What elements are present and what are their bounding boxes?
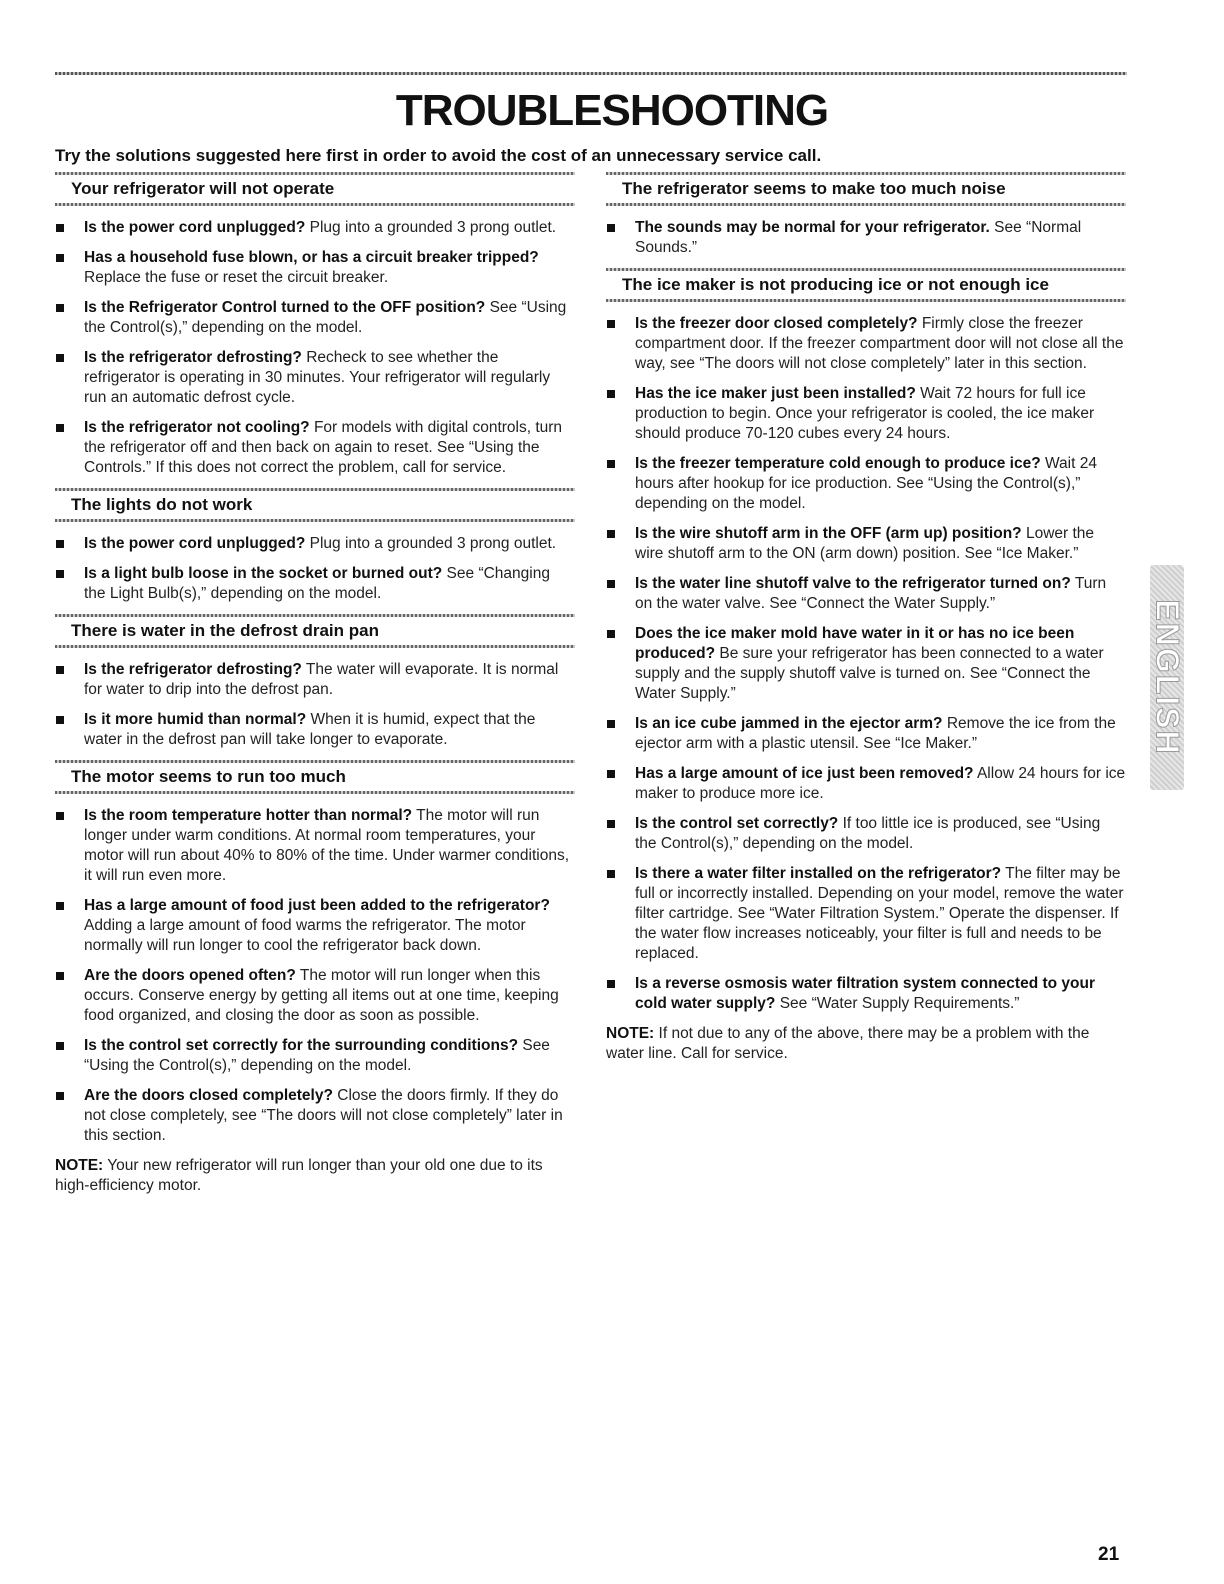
answer-text: Allow 24 hours for ice maker to produce more ice.	[635, 765, 1126, 802]
answer-text: Plug into a grounded 3 prong outlet.	[305, 219, 557, 236]
section-heading: The motor seems to run too much	[71, 767, 346, 786]
list-item	[55, 1036, 575, 1076]
list-item	[55, 896, 575, 956]
list-item	[55, 1086, 575, 1146]
question-list	[55, 534, 575, 604]
intro-text: Try the solutions suggested here first in order to avoid the cost of an unnecessary service call.	[55, 146, 822, 165]
square-bullet-icon	[607, 770, 615, 778]
list-item	[55, 564, 575, 604]
note	[606, 1024, 1126, 1064]
square-bullet-icon	[607, 720, 615, 728]
square-bullet-icon	[56, 570, 64, 578]
question-text: Has a large amount of food just been added to the refrigerator?	[84, 897, 550, 914]
answer-text: See “Water Supply Requirements.”	[775, 995, 1020, 1012]
question-text: Is the refrigerator defrosting?	[84, 661, 302, 678]
question-text: Is the wire shutoff arm in the OFF (arm up) position?	[635, 525, 1022, 542]
question-list	[606, 314, 1126, 1014]
answer-text: Adding a large amount of food warms the refrigerator. The motor normally will run longer to cool the refrigerator back down.	[84, 917, 526, 954]
answer-text: See “Using the Control(s),” depending on the model.	[84, 1037, 550, 1074]
square-bullet-icon	[56, 1092, 64, 1100]
list-item	[55, 418, 575, 478]
question-text: Is the control set correctly for the surrounding conditions?	[84, 1037, 519, 1054]
section-rule-bottom	[55, 791, 575, 794]
section-there-is-water-in-the-defrost-drain-pan	[55, 614, 575, 750]
question-text: Is a reverse osmosis water filtration system connected to your cold water supply?	[635, 975, 1095, 1012]
list-item	[606, 864, 1126, 964]
answer-text: Replace the fuse or reset the circuit breaker.	[84, 269, 389, 286]
note-label: NOTE:	[55, 1157, 104, 1174]
note	[55, 1156, 575, 1196]
language-side-label: ENGLISH	[1149, 599, 1186, 756]
page-number: 21	[1098, 1544, 1120, 1565]
square-bullet-icon	[56, 354, 64, 362]
answer-text: Be sure your refrigerator has been connected to a water supply and the supply shutoff valve is turned on. See “Connect the Water Supply.”	[635, 645, 1104, 702]
question-text: Has the ice maker just been installed?	[635, 385, 916, 402]
square-bullet-icon	[607, 870, 615, 878]
question-list	[55, 218, 575, 478]
answer-text: Remove the ice from the ejector arm with a plastic utensil. See “Ice Maker.”	[635, 715, 1116, 752]
list-item	[606, 974, 1126, 1014]
answer-text: The motor will run longer when this occurs. Conserve energy by getting all items out at one time, keeping food organized, and closing the door as soon as possible.	[84, 967, 559, 1024]
section-heading: There is water in the defrost drain pan	[71, 621, 379, 640]
question-text: Is a light bulb loose in the socket or burned out?	[84, 565, 443, 582]
right-column	[606, 172, 1126, 1072]
section-the-motor-seems-to-run-too-much	[55, 760, 575, 1196]
section-rule-bottom	[606, 299, 1126, 302]
square-bullet-icon	[607, 980, 615, 988]
left-column	[55, 172, 575, 1204]
answer-text: Turn on the water valve. See “Connect the Water Supply.”	[635, 575, 1107, 612]
list-item	[606, 814, 1126, 854]
note-text: If not due to any of the above, there may be a problem with the water line. Call for service.	[606, 1025, 1090, 1062]
answer-text: See “Changing the Light Bulb(s),” depending on the model.	[84, 565, 550, 602]
page-title: TROUBLESHOOTING	[395, 86, 829, 135]
list-item	[606, 218, 1126, 258]
answer-text: The water will evaporate. It is normal for water to drip into the defrost pan.	[84, 661, 559, 698]
question-text: Is the refrigerator not cooling?	[84, 419, 310, 436]
question-list	[606, 218, 1126, 258]
answer-text: Lower the wire shutoff arm to the ON (arm down) position. See “Ice Maker.”	[635, 525, 1095, 562]
answer-text: Wait 24 hours after hookup for ice production. See “Using the Control(s),” depending on the model.	[635, 455, 1097, 512]
list-item	[606, 714, 1126, 754]
list-item	[55, 248, 575, 288]
square-bullet-icon	[56, 812, 64, 820]
square-bullet-icon	[56, 972, 64, 980]
section-rule-bottom	[55, 203, 575, 206]
section-the-ice-maker-is-not-producing-ice-or-not-enough-ice	[606, 268, 1126, 1064]
section-heading: The ice maker is not producing ice or not enough ice	[622, 275, 1049, 294]
question-text: Is the refrigerator defrosting?	[84, 349, 302, 366]
square-bullet-icon	[56, 716, 64, 724]
square-bullet-icon	[56, 666, 64, 674]
answer-text: When it is humid, expect that the water in the defrost pan will take longer to evaporate.	[84, 711, 536, 748]
list-item	[55, 218, 575, 238]
note-text: Your new refrigerator will run longer than your old one due to its high-efficiency motor.	[55, 1157, 543, 1194]
square-bullet-icon	[56, 304, 64, 312]
square-bullet-icon	[607, 390, 615, 398]
list-item	[55, 298, 575, 338]
square-bullet-icon	[607, 630, 615, 638]
question-text: Is the power cord unplugged?	[84, 535, 306, 552]
section-your-refrigerator-will-not-operate	[55, 172, 575, 478]
square-bullet-icon	[607, 224, 615, 232]
section-rule-bottom	[606, 203, 1126, 206]
question-text: Is it more humid than normal?	[84, 711, 307, 728]
question-text: Are the doors closed completely?	[84, 1087, 333, 1104]
list-item	[606, 624, 1126, 704]
section-heading: The lights do not work	[71, 495, 253, 514]
square-bullet-icon	[607, 460, 615, 468]
question-text: Are the doors opened often?	[84, 967, 296, 984]
square-bullet-icon	[607, 820, 615, 828]
list-item	[606, 524, 1126, 564]
answer-text: Wait 72 hours for full ice production to begin. Once your refrigerator is cooled, the ice maker should produce 70-120 cubes every 24 hours.	[635, 385, 1095, 442]
list-item	[55, 660, 575, 700]
question-list	[55, 806, 575, 1146]
answer-text: The filter may be full or incorrectly installed. Depending on your model, remove the water filter cartridge. See “Water Filtration System.” Operate the dispenser. If the water flow increases noticeably, your filter is full and needs to be replaced.	[635, 865, 1124, 962]
square-bullet-icon	[56, 902, 64, 910]
list-item	[55, 966, 575, 1026]
answer-text: See “Using the Control(s),” depending on the model.	[84, 299, 567, 336]
section-the-refrigerator-seems-to-make-too-much-noise	[606, 172, 1126, 258]
list-item	[606, 574, 1126, 614]
question-text: Does the ice maker mold have water in it or has no ice been produced?	[635, 625, 1075, 662]
list-item	[55, 710, 575, 750]
question-text: The sounds may be normal for your refrigerator.	[635, 219, 990, 236]
list-item	[606, 384, 1126, 444]
answer-text: Firmly close the freezer compartment door. If the freezer compartment door will not close all the way, see “The doors will not close completely” later in this section.	[635, 315, 1124, 372]
list-item	[55, 348, 575, 408]
question-text: Is there a water filter installed on the refrigerator?	[635, 865, 1002, 882]
note-label: NOTE:	[606, 1025, 655, 1042]
list-item	[606, 764, 1126, 804]
section-heading: The refrigerator seems to make too much noise	[622, 179, 1006, 198]
question-list	[55, 660, 575, 750]
list-item	[606, 314, 1126, 374]
question-text: Is the Refrigerator Control turned to the OFF position?	[84, 299, 486, 316]
section-rule-bottom	[55, 645, 575, 648]
square-bullet-icon	[56, 254, 64, 262]
square-bullet-icon	[56, 540, 64, 548]
question-text: Is the room temperature hotter than normal?	[84, 807, 413, 824]
section-heading: Your refrigerator will not operate	[71, 179, 335, 198]
answer-text: If too little ice is produced, see “Using the Control(s),” depending on the model.	[635, 815, 1101, 852]
answer-text: For models with digital controls, turn the refrigerator off and then back on again to reset. See “Using the Controls.” If this does not correct the problem, call for service.	[84, 419, 563, 476]
section-rule-bottom	[55, 519, 575, 522]
answer-text: The motor will run longer under warm conditions. At normal room temperatures, your motor will run about 40% to 80% of the time. Under warmer conditions, it will run even more.	[84, 807, 570, 884]
list-item	[55, 806, 575, 886]
square-bullet-icon	[56, 424, 64, 432]
section-the-lights-do-not-work	[55, 488, 575, 604]
square-bullet-icon	[56, 1042, 64, 1050]
answer-text: Recheck to see whether the refrigerator is operating in 30 minutes. Your refrigerator will regularly run an automatic defrost cycle.	[84, 349, 551, 406]
square-bullet-icon	[607, 580, 615, 588]
question-text: Is the freezer temperature cold enough to produce ice?	[635, 455, 1041, 472]
question-text: Is the freezer door closed completely?	[635, 315, 918, 332]
top-rule	[55, 72, 1127, 75]
question-text: Has a large amount of ice just been removed?	[635, 765, 974, 782]
answer-text: Close the doors firmly. If they do not close completely, see “The doors will not close completely” later in this section.	[84, 1087, 563, 1144]
question-text: Is the water line shutoff valve to the refrigerator turned on?	[635, 575, 1071, 592]
square-bullet-icon	[56, 224, 64, 232]
question-text: Is the control set correctly?	[635, 815, 839, 832]
list-item	[55, 534, 575, 554]
list-item	[606, 454, 1126, 514]
question-text: Has a household fuse blown, or has a circuit breaker tripped?	[84, 249, 539, 266]
square-bullet-icon	[607, 320, 615, 328]
answer-text: Plug into a grounded 3 prong outlet.	[305, 535, 557, 552]
question-text: Is an ice cube jammed in the ejector arm?	[635, 715, 943, 732]
square-bullet-icon	[607, 530, 615, 538]
question-text: Is the power cord unplugged?	[84, 219, 306, 236]
answer-text: See “Normal Sounds.”	[635, 219, 1082, 256]
